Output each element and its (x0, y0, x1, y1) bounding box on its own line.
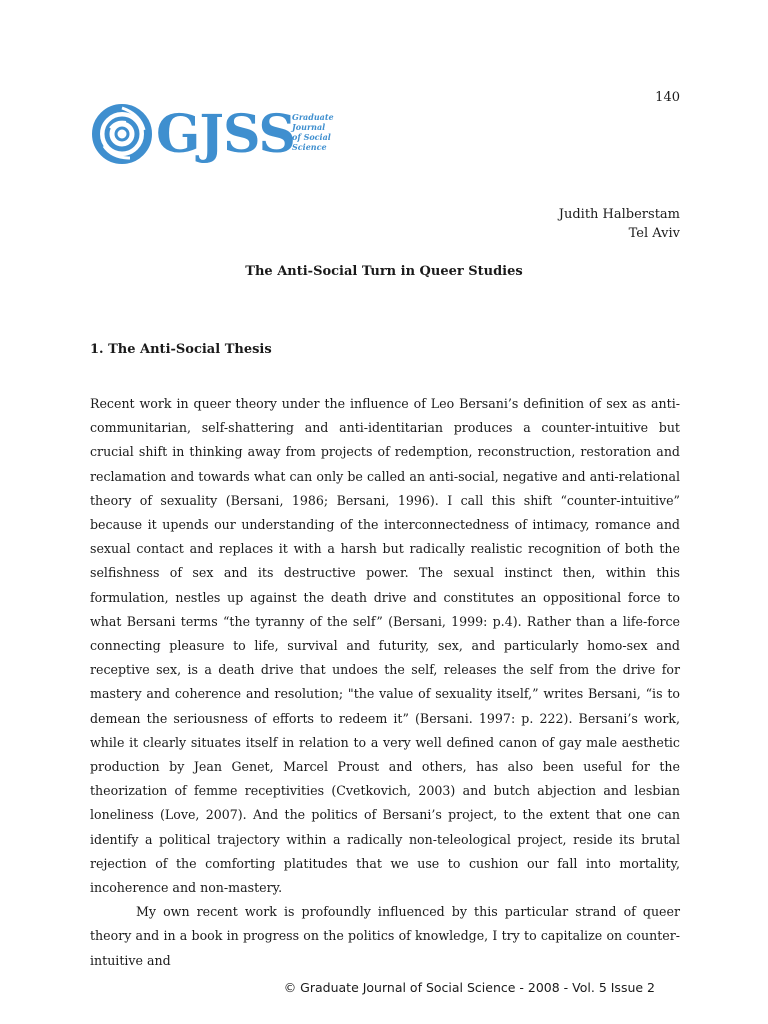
author-name: Judith Halberstam (558, 207, 680, 222)
logo-subtitle-line: Graduate (292, 112, 334, 122)
article-title: The Anti-Social Turn in Queer Studies (245, 264, 523, 279)
paragraph: Recent work in queer theory under the influence of Leo Bersani’s definition of sex as anti-communitarian, self-shattering and anti-identitarian produces a counter-intuitive but crucial shift in thinking away from projects of redemption, reconstruction, restoration and reclamation and towards what can only be called an anti-social, negative and anti-relational theory of sexuality (Bersani, 1986; Bersani, 1996). I call this shift “counter-intuitive” because it upends our understanding of the interconnectedness of intimacy, romance and sexual contact and replaces it with a harsh but radically realistic recognition of both the selfishness of sex and its destructive power. The sexual instinct then, within this formulation, nestles up against the death drive and constitutes an oppositional force to what Bersani terms “the tyranny of the self” (Bersani, 1999: p.4). Rather than a life-force connecting pleasure to life, survival and futurity, sex, and particularly homo-sex and receptive sex, is a death drive that undoes the self, releases the self from the drive for mastery and coherence and resolution; "the value of sexuality itself,” writes Bersani, “is to demean the seriousness of efforts to redeem it” (Bersani. 1997: p. 222). Bersani’s work, while it clearly situates itself in relation to a very well defined canon of gay male aesthetic production by Jean Genet, Marcel Proust and others, has also been useful for the theorization of femme receptivities (Cvetkovich, 2003) and butch abjection and lesbian loneliness (Love, 2007). And the politics of Bersani’s project, to the extent that one can identify a political trajectory within a radically non-teleological project, reside its brutal rejection of the comforting platitudes that we use to cushion our fall into mortality, incoherence and non-mastery. (90, 396, 680, 896)
body-text (90, 392, 680, 973)
page-number: 140 (655, 90, 680, 105)
journal-logo (92, 100, 352, 175)
page-footer: © Graduate Journal of Social Science - 2008 - Vol. 5 Issue 2 (283, 980, 655, 995)
author-block (559, 205, 680, 243)
paragraph: My own recent work is profoundly influenced by this particular strand of queer theory and in a book in progress on the politics of knowledge, I try to capitalize on counter-intuitive and (90, 904, 680, 968)
logo-subtitle-line: Science (292, 142, 327, 152)
author-location: Tel Aviv (628, 226, 680, 241)
logo-subtitle-line: of Social (292, 132, 331, 142)
logo-wordmark: GJSS (156, 104, 295, 165)
spiral-logo-icon (92, 100, 156, 166)
logo-subtitle (292, 112, 352, 152)
logo-subtitle-line: Journal (292, 122, 326, 132)
section-heading: 1. The Anti-Social Thesis (90, 342, 272, 357)
